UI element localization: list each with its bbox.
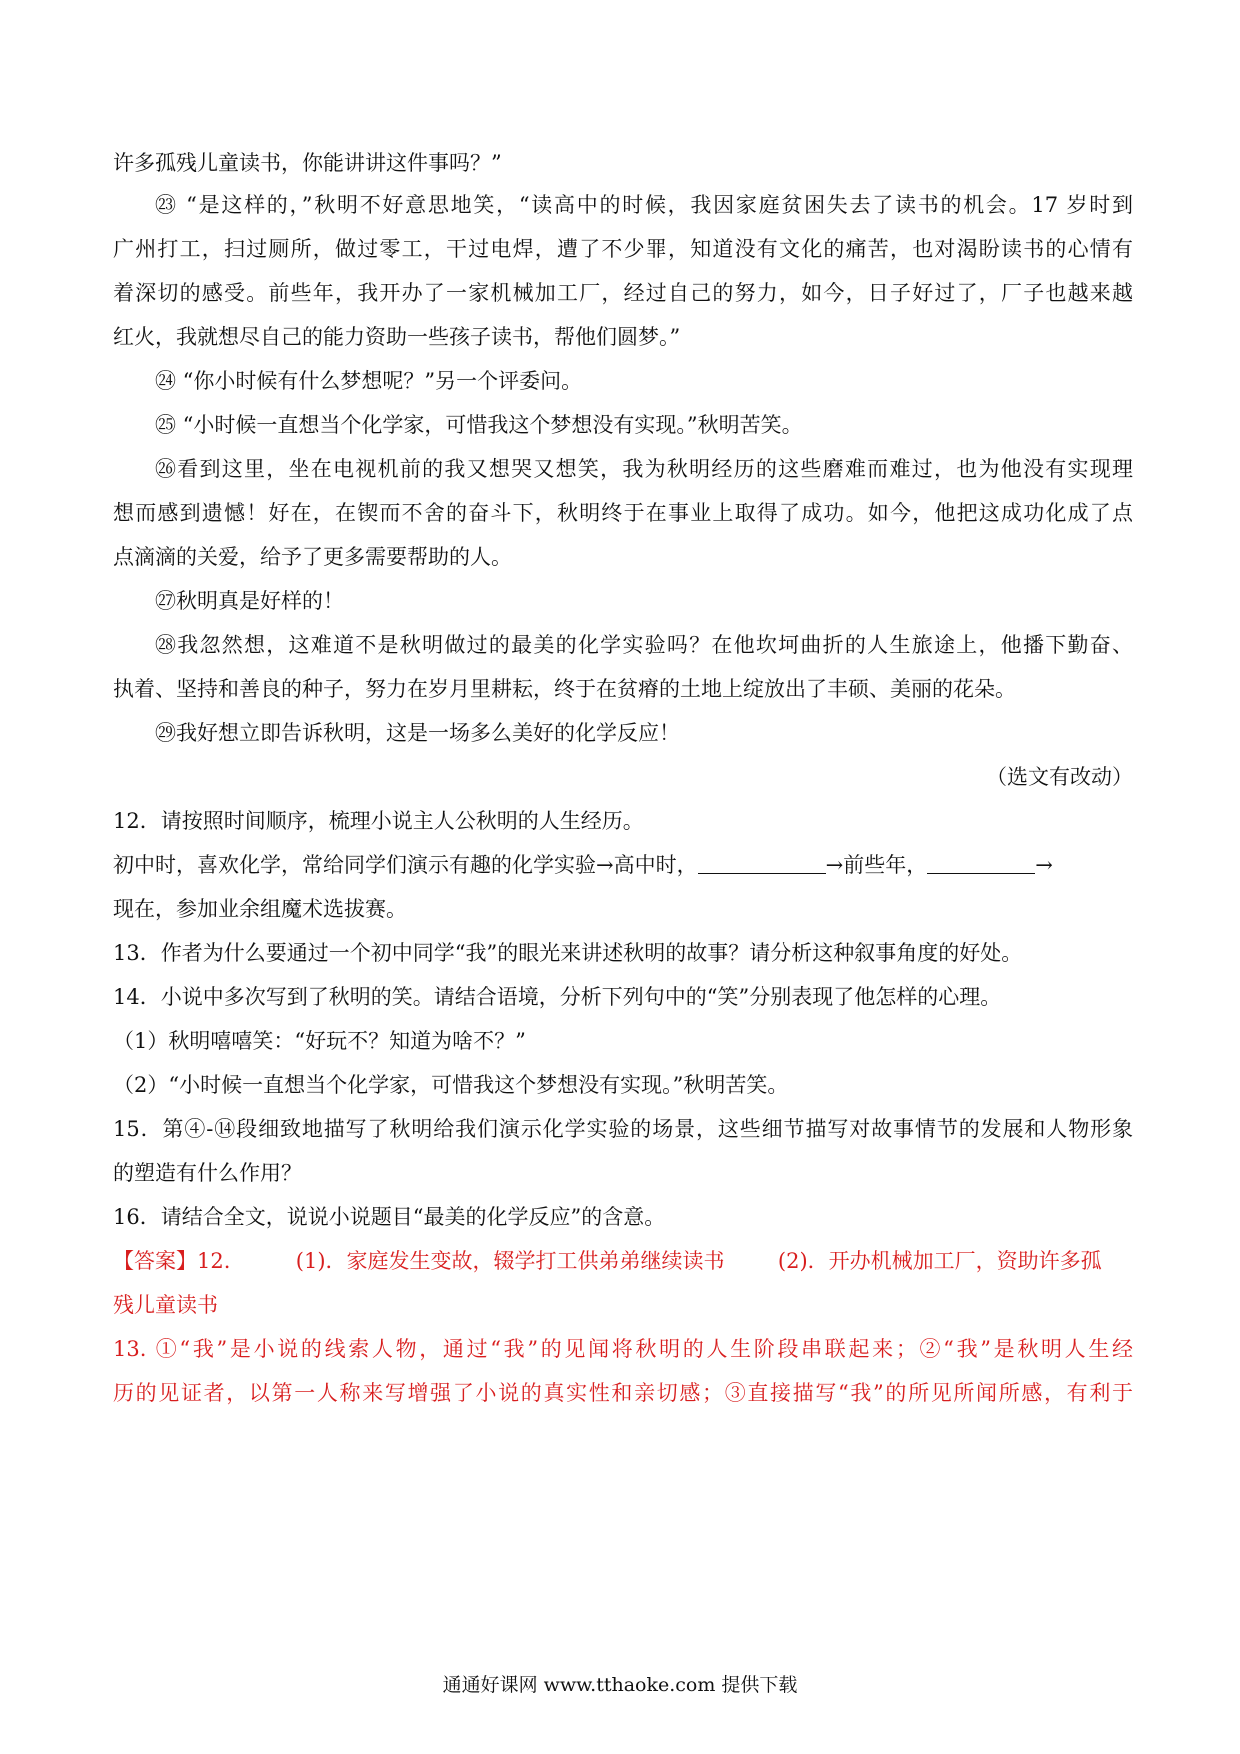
paragraph-24: ㉔ “你小时候有什么梦想呢？”另一个评委问。 [155,369,583,393]
paragraph-29: ㉙我好想立即告诉秋明，这是一场多么美好的化学反应！ [155,721,680,745]
question-12-timeline [113,849,1053,879]
question-14-sub-2: （2）“小时候一直想当个化学家，可惜我这个梦想没有实现。”秋明苦笑。 [113,1073,789,1097]
question-15-line-1: 15．第④-⑭段细致地描写了秋明给我们演示化学实验的场景，这些细节描写对故事情节的发展和人物形象 [113,1117,1133,1141]
paragraph-23-line-4: 红火，我就想尽自己的能力资助一些孩子读书，帮他们圆梦。” [113,325,681,349]
paragraph-26-line-3: 点滴滴的关爱，给予了更多需要帮助的人。 [113,545,512,569]
answer-13-line-2: 历的见证者，以第一人称来写增强了小说的真实性和亲切感；③直接描写“我”的所见所闻所感，有利于 [113,1381,1133,1405]
answer-13-line-1: 13. ①“我”是小说的线索人物，通过“我”的见闻将秋明的人生阶段串联起来；②“我”是秋明人生经 [113,1337,1133,1361]
source-note: （选文有改动） [986,765,1133,789]
paragraph-28-line-2: 执着、坚持和善良的种子，努力在岁月里耕耘，终于在贫瘠的土地上绽放出了丰硕、美丽的花朵。 [113,677,1016,701]
answer-12-part-1: (1)．家庭发生变故，辍学打工供弟弟继续读书 [295,1249,725,1273]
answer-blank-high-school [698,853,826,874]
paragraph-27: ㉗秋明真是好样的！ [155,589,344,613]
paragraph-23-line-2: 广州打工，扫过厕所，做过零工，干过电焊，遭了不少罪，知道没有文化的痛苦，也对渴盼读书的心情有 [113,237,1133,261]
question-16: 16．请结合全文，说说小说题目“最美的化学反应”的含意。 [113,1205,666,1229]
question-12-timeline-end: 现在，参加业余组魔术选拔赛。 [113,897,407,921]
timeline-text-c: → [1035,853,1053,877]
paragraph-26-line-2: 想而感到遗憾！好在，在锲而不舍的奋斗下，秋明终于在事业上取得了成功。如今，他把这成功化成了点 [113,501,1133,525]
answer-blank-recent-years [927,853,1035,874]
question-14: 14．小说中多次写到了秋明的笑。请结合语境，分析下列句中的“笑”分别表现了他怎样的心理。 [113,985,1002,1009]
question-13: 13．作者为什么要通过一个初中同学“我”的眼光来讲述秋明的故事？请分析这种叙事角度的好处。 [113,941,1023,965]
question-12: 12．请按照时间顺序，梳理小说主人公秋明的人生经历。 [113,809,644,833]
timeline-text-a: 初中时，喜欢化学，常给同学们演示有趣的化学实验→高中时， [113,853,698,877]
paragraph-23-line-3: 着深切的感受。前些年，我开办了一家机械加工厂，经过自己的努力，如今，日子好过了，厂子也越来越 [113,281,1133,305]
answer-12-part-2: (2)．开办机械加工厂，资助许多孤 [777,1249,1102,1273]
page-footer: 通通好课网 www.tthaoke.com 提供下载 [442,1674,798,1696]
answer-12-line-2: 残儿童读书 [113,1293,218,1317]
answer-label: 【答案】12. [113,1249,231,1273]
paragraph-26-line-1: ㉖看到这里，坐在电视机前的我又想哭又想笑，我为秋明经历的这些磨难而难过，也为他没有实现理 [155,457,1133,481]
question-15-line-2: 的塑造有什么作用？ [113,1161,302,1185]
question-14-sub-1: （1）秋明嘻嘻笑：“好玩不？知道为啥不？” [113,1029,526,1053]
paragraph-25: ㉕ “小时候一直想当个化学家，可惜我这个梦想没有实现。”秋明苦笑。 [155,413,803,437]
timeline-text-b: →前些年， [825,853,928,877]
paragraph-22-end: 许多孤残儿童读书，你能讲讲这件事吗？” [113,151,502,175]
answer-12-line-1 [113,1245,1133,1275]
paragraph-28-line-1: ㉘我忽然想，这难道不是秋明做过的最美的化学实验吗？在他坎坷曲折的人生旅途上，他播下勤奋、 [155,633,1133,657]
paragraph-23-line-1: ㉓ “是这样的，”秋明不好意思地笑，“读高中的时候，我因家庭贫困失去了读书的机会。17 岁时到 [155,193,1133,217]
